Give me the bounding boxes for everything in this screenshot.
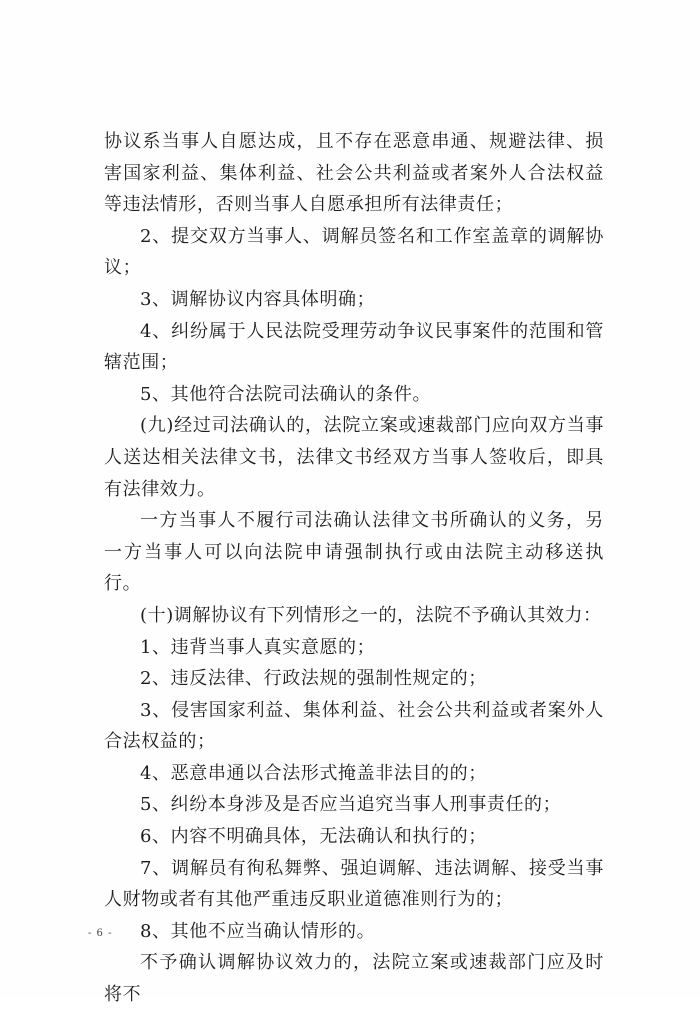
page-number: - 6 - (88, 928, 113, 939)
paragraph-condition-2: 2、提交双方当事人、调解员签名和工作室盖章的调解协议； (104, 225, 604, 279)
paragraph-exclusion-3: 3、侵害国家利益、集体利益、社会公共利益或者案外人合法权益的； (104, 699, 604, 753)
paragraph-exclusion-2: 2、违反法律、行政法规的强制性规定的； (140, 668, 487, 690)
paragraph-exclusion-5: 5、纠纷本身涉及是否应当追究当事人刑事责任的； (140, 794, 562, 816)
paragraph-exclusion-8: 8、其他不应当确认情形的。 (140, 920, 376, 942)
paragraph-enforcement: 一方当事人不履行司法确认法律文书所确认的义务，另一方当事人可以向法院申请强制执行或由法院主动移送执行。 (104, 510, 604, 595)
paragraph-section-9: (九)经过司法确认的，法院立案或速裁部门应向双方当事人送达相关法律文书，法律文书经双方当事人签收后，即具有法律效力。 (104, 415, 604, 500)
paragraph-exclusion-1: 1、违背当事人真实意愿的； (140, 636, 376, 658)
paragraph-continuation: 协议系当事人自愿达成，且不存在恶意串通、规避法律、损害国家利益、集体利益、社会公共利益或者案外人合法权益等违法情形，否则当事人自愿承担所有法律责任； (104, 131, 604, 216)
paragraph-condition-5: 5、其他符合法院司法确认的条件。 (140, 383, 432, 405)
paragraph-condition-3: 3、调解协议内容具体明确； (140, 288, 376, 310)
paragraph-condition-4: 4、纠纷属于人民法院受理劳动争议民事案件的范围和管辖范围； (104, 320, 604, 374)
document-body (104, 126, 604, 1011)
paragraph-exclusion-6: 6、内容不明确具体，无法确认和执行的； (140, 826, 487, 848)
paragraph-section-10: (十)调解协议有下列情形之一的，法院不予确认其效力： (140, 604, 602, 626)
paragraph-exclusion-4: 4、恶意串通以合法形式掩盖非法目的的； (140, 762, 487, 784)
paragraph-exclusion-7: 7、调解员有徇私舞弊、强迫调解、违法调解、接受当事人财物或者有其他严重违反职业道德准则行为的； (104, 857, 604, 911)
paragraph-final: 不予确认调解协议效力的，法院立案或速裁部门应及时将不 (104, 952, 604, 1006)
